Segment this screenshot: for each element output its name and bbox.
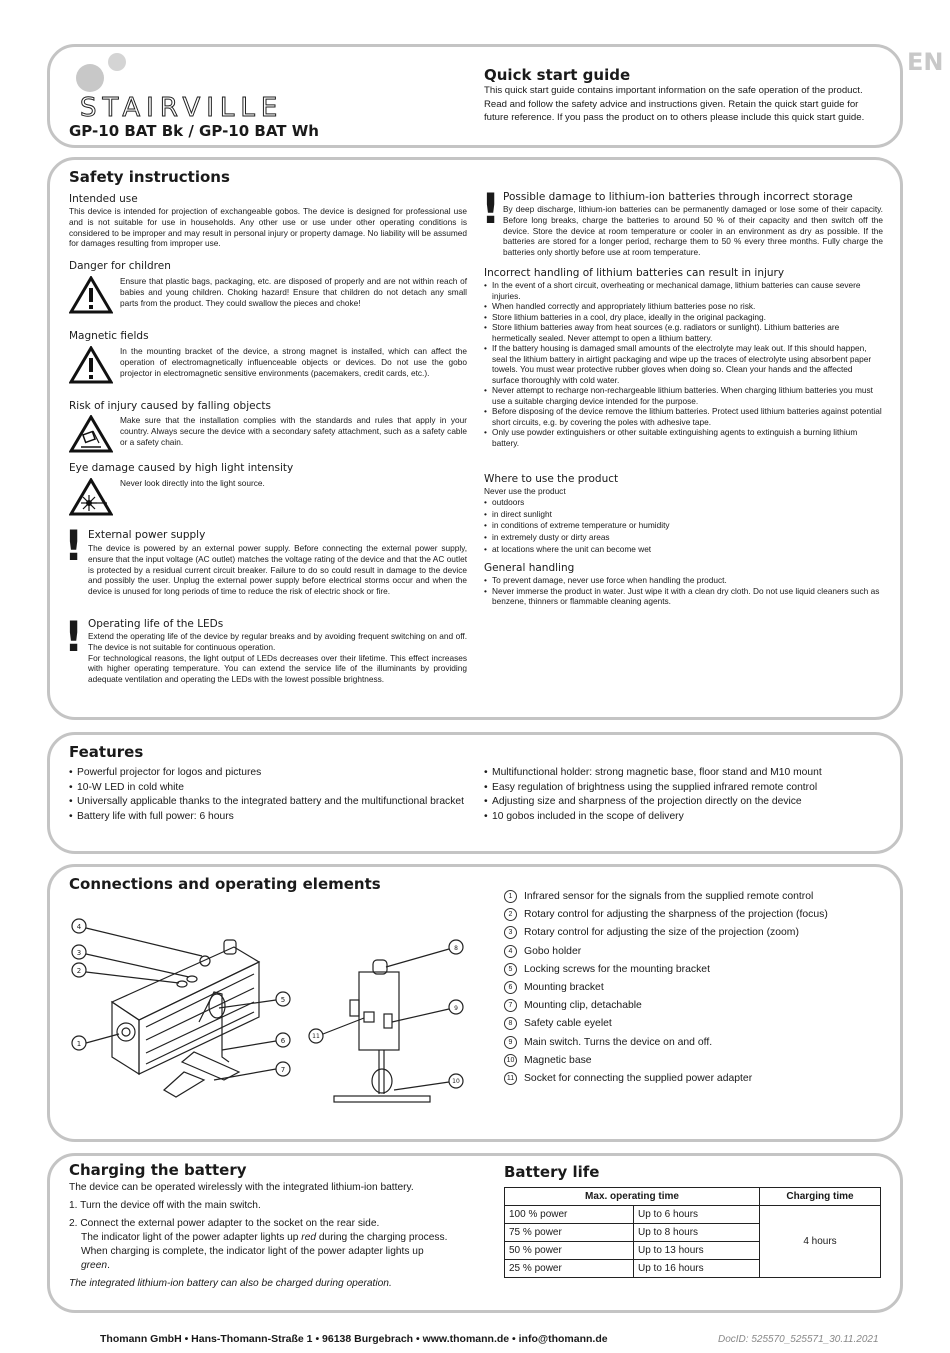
- list-item: • Multifunctional holder: strong magnetic base, floor stand and M10 mount: [484, 766, 884, 781]
- footer-address: Thomann GmbH • Hans-Thomann-Straße 1 • 96138 Burgebrach • www.thomann.de • info@thomann.de: [100, 1333, 608, 1345]
- battery-table: [504, 1187, 881, 1278]
- callout-1: 1: [76, 1040, 82, 1048]
- list-item: • To prevent damage, never use force when handling the product.: [484, 575, 882, 586]
- storage-text: By deep discharge, lithium-ion batteries can be permanently damaged or lose some of their capacity. Before long breaks, charge the batteries to around 50 % of their capacity and then switch off the device. Store the device at room temperature or cooler in an environment as dry as possible. If the batteries are stored for a longer period, recharge them to 50 % every three months. Fully charge the batteries only shortly before use at room temperature.: [503, 204, 883, 258]
- warning-triangle-icon: [69, 346, 113, 384]
- power-text: The device is powered by an external power supply. Before connecting the external power supply, ensure that the input voltage (AC outlet) matches the voltage rating of the device and that the AC outlet is protected by a residual current circuit breaker. Failure to do so could result in damage to the device and possibly the user. Unplug the external power supply before electrical storms occur and when the device is unused for long periods of time to reduce the risk of electric shock or fire.: [88, 543, 467, 597]
- warning-triangle-icon: [69, 276, 113, 314]
- legend-item: 8 Safety cable eyelet: [504, 1015, 828, 1033]
- connections-title: Connections and operating elements: [69, 875, 381, 893]
- legend-item: 7 Mounting clip, detachable: [504, 997, 828, 1015]
- legend-item: 5 Locking screws for the mounting bracket: [504, 961, 828, 979]
- charging-step-2d: green.: [81, 1260, 110, 1271]
- charging-step-2b: The indicator light of the power adapter lights up red during the charging process.: [81, 1232, 448, 1243]
- falling-title: Risk of injury caused by falling objects: [69, 400, 271, 412]
- list-item: • Easy regulation of brightness using the supplied infrared remote control: [484, 781, 884, 796]
- charging-time-value: 4 hours: [760, 1206, 881, 1278]
- list-item: • Powerful projector for logos and pictures: [69, 766, 469, 781]
- table-header: Max. operating time: [505, 1188, 760, 1206]
- led-text-1: Extend the operating life of the device by regular breaks and by avoiding frequent switching on and off. The device is not suitable for continuous operation.: [88, 631, 467, 652]
- list-item: • Adjusting size and sharpness of the projection directly on the device: [484, 795, 884, 810]
- children-title: Danger for children: [69, 260, 171, 272]
- connections-legend: [504, 888, 828, 1088]
- intended-use-text: This device is intended for projection of exchangeable gobos. The device is designed for professional use and is not suitable for use in households. Any other use or use under other operating conditions is considered to be improper and may result in personal injury or property damage. No liability will be assumed for damages resulting from improper use.: [69, 206, 467, 249]
- legend-item: 3 Rotary control for adjusting the size of the projection (zoom): [504, 924, 828, 942]
- legend-item: 6 Mounting bracket: [504, 979, 828, 997]
- list-item: • Never attempt to recharge non-rechargeable lithium batteries. When charging lithium batteries you must use a suitable charging device intended for the purpose.: [484, 385, 882, 406]
- battery-title: Battery life: [504, 1163, 600, 1181]
- list-item: • at locations where the unit can become wet: [484, 544, 882, 556]
- product-title: GP-10 BAT Bk / GP-10 BAT Wh: [69, 122, 319, 140]
- list-item: • 10 gobos included in the scope of delivery: [484, 810, 884, 825]
- where-title: Where to use the product: [484, 473, 619, 485]
- falling-objects-icon: [69, 415, 113, 453]
- led-title: Operating life of the LEDs: [88, 618, 224, 630]
- callout-11: 11: [312, 1033, 320, 1040]
- features-title: Features: [69, 743, 144, 761]
- callout-4: 4: [76, 923, 82, 931]
- where-intro: Never use the product: [484, 486, 566, 496]
- callout-5: 5: [280, 996, 286, 1004]
- general-title: General handling: [484, 562, 575, 574]
- list-item: • outdoors: [484, 497, 882, 509]
- where-list: [484, 497, 882, 556]
- list-item: • Only use powder extinguishers or other suitable extinguishing agents to extinguish a burning lithium battery.: [484, 427, 882, 448]
- charging-intro: The device can be operated wirelessly with the integrated lithium-ion battery.: [69, 1182, 414, 1193]
- legend-item: 4 Gobo holder: [504, 943, 828, 961]
- callout-6: 6: [280, 1037, 286, 1045]
- falling-text: Make sure that the installation complies with the standards and rules that apply in your country. Always secure the device with a secondary safety attachment, such as a safety cable or a safety chain.: [120, 415, 467, 447]
- features-list-left: [69, 766, 469, 824]
- magnetic-text: In the mounting bracket of the device, a strong magnet is installed, which can affect the operation of electromagnetically influenceable objects or devices. Do not use the gobo projector in electromagnetic sensitive environments (pacemakers, credit cards, etc.).: [120, 346, 467, 378]
- general-list: [484, 575, 882, 607]
- list-item: • Never immerse the product in water. Just wipe it with a clean dry cloth. Do not use liquid cleaners such as benzene, thinners or flammable cleaning agents.: [484, 586, 882, 607]
- charging-title: Charging the battery: [69, 1161, 247, 1179]
- handling-title: Incorrect handling of lithium batteries can result in injury: [484, 267, 785, 279]
- table-row: 25 % power Up to 16 hours: [505, 1260, 881, 1278]
- magnetic-title: Magnetic fields: [69, 330, 149, 342]
- callout-3: 3: [76, 949, 82, 957]
- eye-text: Never look directly into the light source.: [120, 478, 265, 488]
- legend-item: 9 Main switch. Turns the device on and off.: [504, 1034, 828, 1052]
- callout-7: 7: [280, 1066, 286, 1074]
- list-item: • in extremely dusty or dirty areas: [484, 532, 882, 544]
- device-diagram: [64, 912, 474, 1112]
- list-item: • in conditions of extreme temperature or humidity: [484, 520, 882, 532]
- table-row: 50 % power Up to 13 hours: [505, 1242, 881, 1260]
- callout-8: 8: [454, 945, 458, 952]
- power-title: External power supply: [88, 529, 206, 541]
- table-header: Charging time: [760, 1188, 881, 1206]
- exclamation-icon: !: [64, 612, 84, 661]
- quick-start-text: This quick start guide contains important information on the safe operation of the product. Read and follow the safety advice and instructions given. Retain the quick start guide for future reference. If you pass the product on to others please include this quick start guide.: [484, 85, 865, 123]
- handling-list: [484, 280, 882, 448]
- list-item: • When handled correctly and appropriately lithium batteries pose no risk.: [484, 301, 882, 312]
- laser-warning-icon: [69, 478, 113, 516]
- callout-2: 2: [76, 967, 82, 975]
- callout-9: 9: [454, 1005, 458, 1012]
- list-item: • in direct sunlight: [484, 509, 882, 521]
- exclamation-icon: !: [481, 184, 501, 233]
- features-list-right: [484, 766, 884, 824]
- intended-use-title: Intended use: [69, 193, 138, 205]
- callout-10: 10: [452, 1078, 460, 1085]
- list-item: • Store lithium batteries away from heat sources (e.g. radiators or sunlight). Lithium batteries are hermetically sealed. Never attempt to open a lithium battery.: [484, 322, 882, 343]
- children-text: Ensure that plastic bags, packaging, etc. are disposed of properly and are not within reach of babies and young children. Choking hazard! Ensure that children do not detach any small parts from the product. They could swallow the pieces and choke!: [120, 276, 467, 308]
- charging-step-1: 1. Turn the device off with the main switch.: [69, 1200, 261, 1211]
- list-item: • If the battery housing is damaged small amounts of the electrolyte may leak out. If this should happen, seal the lithium battery in airtight packaging and wipe up the traces of electrolyte using absorbent paper towels. You must wear protective rubber gloves when doing so. Clean your hands and the affected surface thoroughly with cold water.: [484, 343, 882, 385]
- exclamation-icon: !: [64, 521, 84, 570]
- table-row: 75 % power Up to 8 hours: [505, 1224, 881, 1242]
- legend-item: 10 Magnetic base: [504, 1052, 828, 1070]
- list-item: • In the event of a short circuit, overheating or mechanical damage, lithium batteries can cause severe injuries.: [484, 280, 882, 301]
- brand-logo: [72, 52, 362, 129]
- quick-start-title: Quick start guide: [484, 66, 631, 84]
- led-text-2: For technological reasons, the light output of LEDs decreases over their lifetime. This effect increases with higher operating temperature. You can extend the service life of the illuminants by providing adequate ventilation and operating the LEDs with the lowest possible brightness.: [88, 652, 467, 685]
- footer-docid: DocID: 525570_525571_30.11.2021: [718, 1334, 879, 1345]
- storage-title: Possible damage to lithium-ion batteries through incorrect storage: [503, 191, 853, 203]
- list-item: • Store lithium batteries in a cool, dry place, ideally in the original packaging.: [484, 312, 882, 323]
- charging-step-2c: When charging is complete, the indicator light of the power adapter lights up: [81, 1246, 424, 1257]
- eye-title: Eye damage caused by high light intensity: [69, 462, 294, 474]
- safety-title: Safety instructions: [69, 168, 230, 186]
- charging-note: The integrated lithium-ion battery can also be charged during operation.: [69, 1278, 392, 1289]
- legend-item: 11 Socket for connecting the supplied power adapter: [504, 1070, 828, 1088]
- brand-wordmark: STAIRVILLE: [80, 93, 284, 123]
- legend-item: 1 Infrared sensor for the signals from the supplied remote control: [504, 888, 828, 906]
- list-item: • 10-W LED in cold white: [69, 781, 469, 796]
- list-item: • Before disposing of the device remove the lithium batteries. Protect used lithium batteries against potential short circuits, e.g. by covering the poles with adhesive tape.: [484, 406, 882, 427]
- table-row: 100 % power Up to 6 hours 4 hours: [505, 1206, 881, 1224]
- list-item: • Battery life with full power: 6 hours: [69, 810, 469, 825]
- charging-step-2: 2. Connect the external power adapter to the socket on the rear side.: [69, 1218, 380, 1229]
- list-item: • Universally applicable thanks to the integrated battery and the multifunctional bracket: [69, 795, 469, 810]
- legend-item: 2 Rotary control for adjusting the sharpness of the projection (focus): [504, 906, 828, 924]
- language-tag: EN: [907, 48, 944, 76]
